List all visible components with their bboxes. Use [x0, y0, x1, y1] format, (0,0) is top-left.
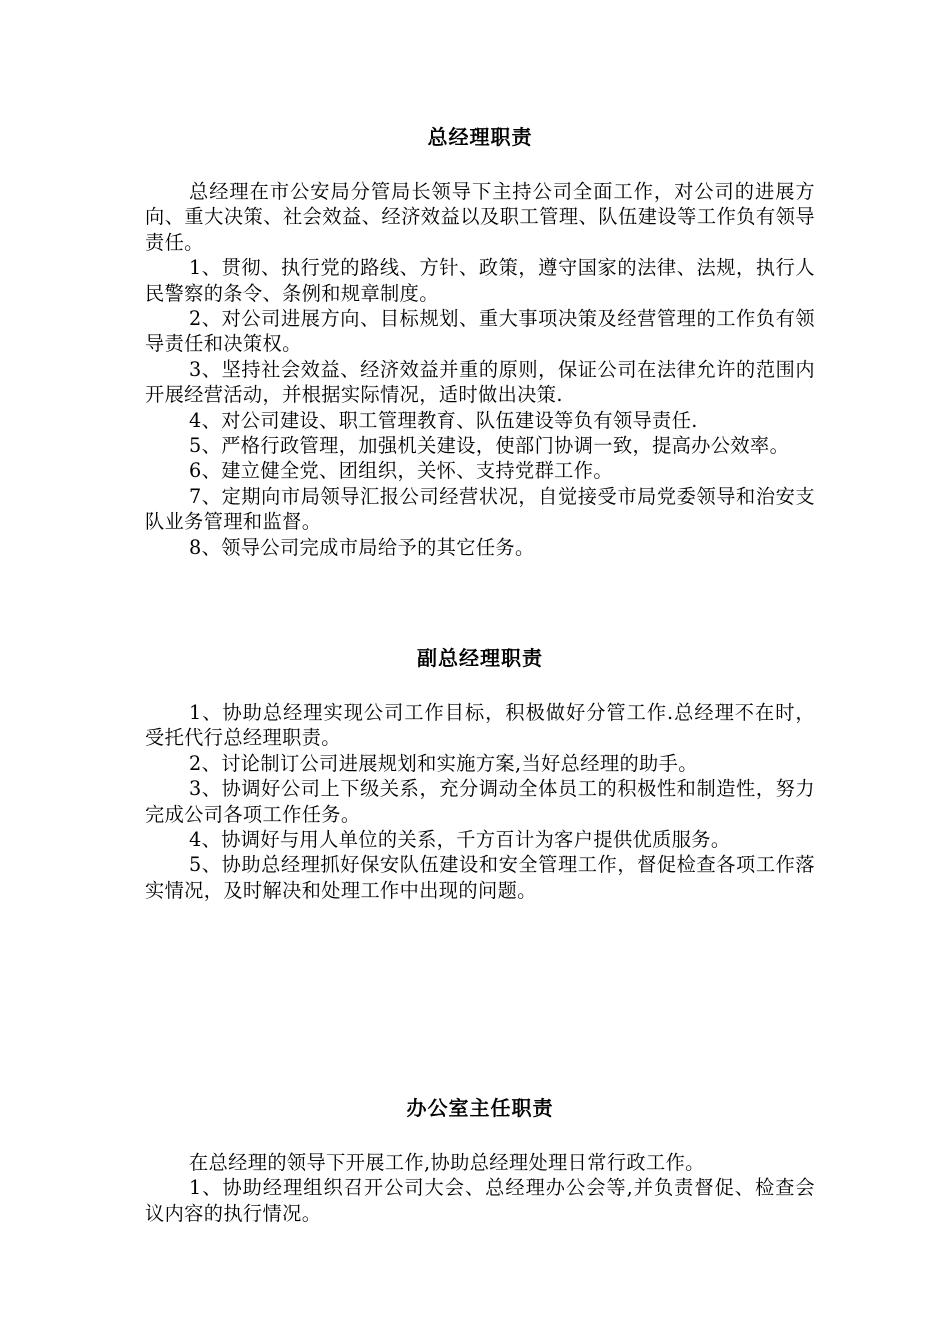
- paragraph: 4、对公司建设、职工管理教育、队伍建设等负有领导责任.: [189, 408, 698, 432]
- paragraph: 6、建立健全党、团组织，关怀、支持党群工作。: [189, 459, 613, 483]
- paragraph: 2、对公司进展方向、目标规划、重大事项决策及经营管理的工作负有领导责任和决策权。: [145, 307, 815, 356]
- paragraph: 1、协助经理组织召开公司大会、总经理办公会等,并负责督促、检查会议内容的执行情况。: [145, 1176, 815, 1225]
- paragraph: 3、坚持社会效益、经济效益并重的原则，保证公司在法律允许的范围内开展经营活动，并根据实际情况，适时做出决策.: [145, 357, 815, 407]
- paragraph: 5、严格行政管理，加强机关建设，使部门协调一致，提高办公效率。: [189, 434, 790, 458]
- section-title: 办公室主任职责: [406, 1096, 554, 1120]
- paragraph: 3、协调好公司上下级关系，充分调动全体员工的积极性和制造性，努力完成公司各项工作任务。: [145, 777, 815, 826]
- section-deputy-general-manager: [145, 645, 815, 903]
- section-title: 副总经理职责: [417, 646, 543, 670]
- paragraph: 2、讨论制订公司进展规划和实施方案,当好总经理的助手。: [189, 751, 698, 775]
- paragraph: 7、定期向市局领导汇报公司经营状况，自觉接受市局党委领导和治安支队业务管理和监督。: [145, 484, 815, 534]
- section-title: 总经理职责: [427, 125, 533, 149]
- paragraph: 5、协助总经理抓好保安队伍建设和安全管理工作，督促检查各项工作落实情况，及时解决和处理工作中出现的问题。: [145, 853, 815, 902]
- paragraph: 4、协调好与用人单位的关系，千方百计为客户提供优质服务。: [189, 828, 731, 852]
- section-general-manager: [145, 124, 815, 560]
- paragraph: 在总经理的领导下开展工作,协助总经理处理日常行政工作。: [189, 1151, 705, 1174]
- paragraph: 8、领导公司完成市局给予的其它任务。: [189, 535, 535, 559]
- section-office-director: [145, 1095, 815, 1226]
- paragraph: 1、协助总经理实现公司工作目标，积极做好分管工作.总经理不在时，受托代行总经理职责。: [145, 701, 815, 750]
- paragraph: 总经理在市公安局分管局长领导下主持公司全面工作，对公司的进展方向、重大决策、社会效益、经济效益以及职工管理、队伍建设等工作负有领导责任。: [145, 180, 815, 254]
- paragraph: 1、贯彻、执行党的路线、方针、政策，遵守国家的法律、法规，执行人民警察的条令、条例和规章制度。: [145, 256, 815, 305]
